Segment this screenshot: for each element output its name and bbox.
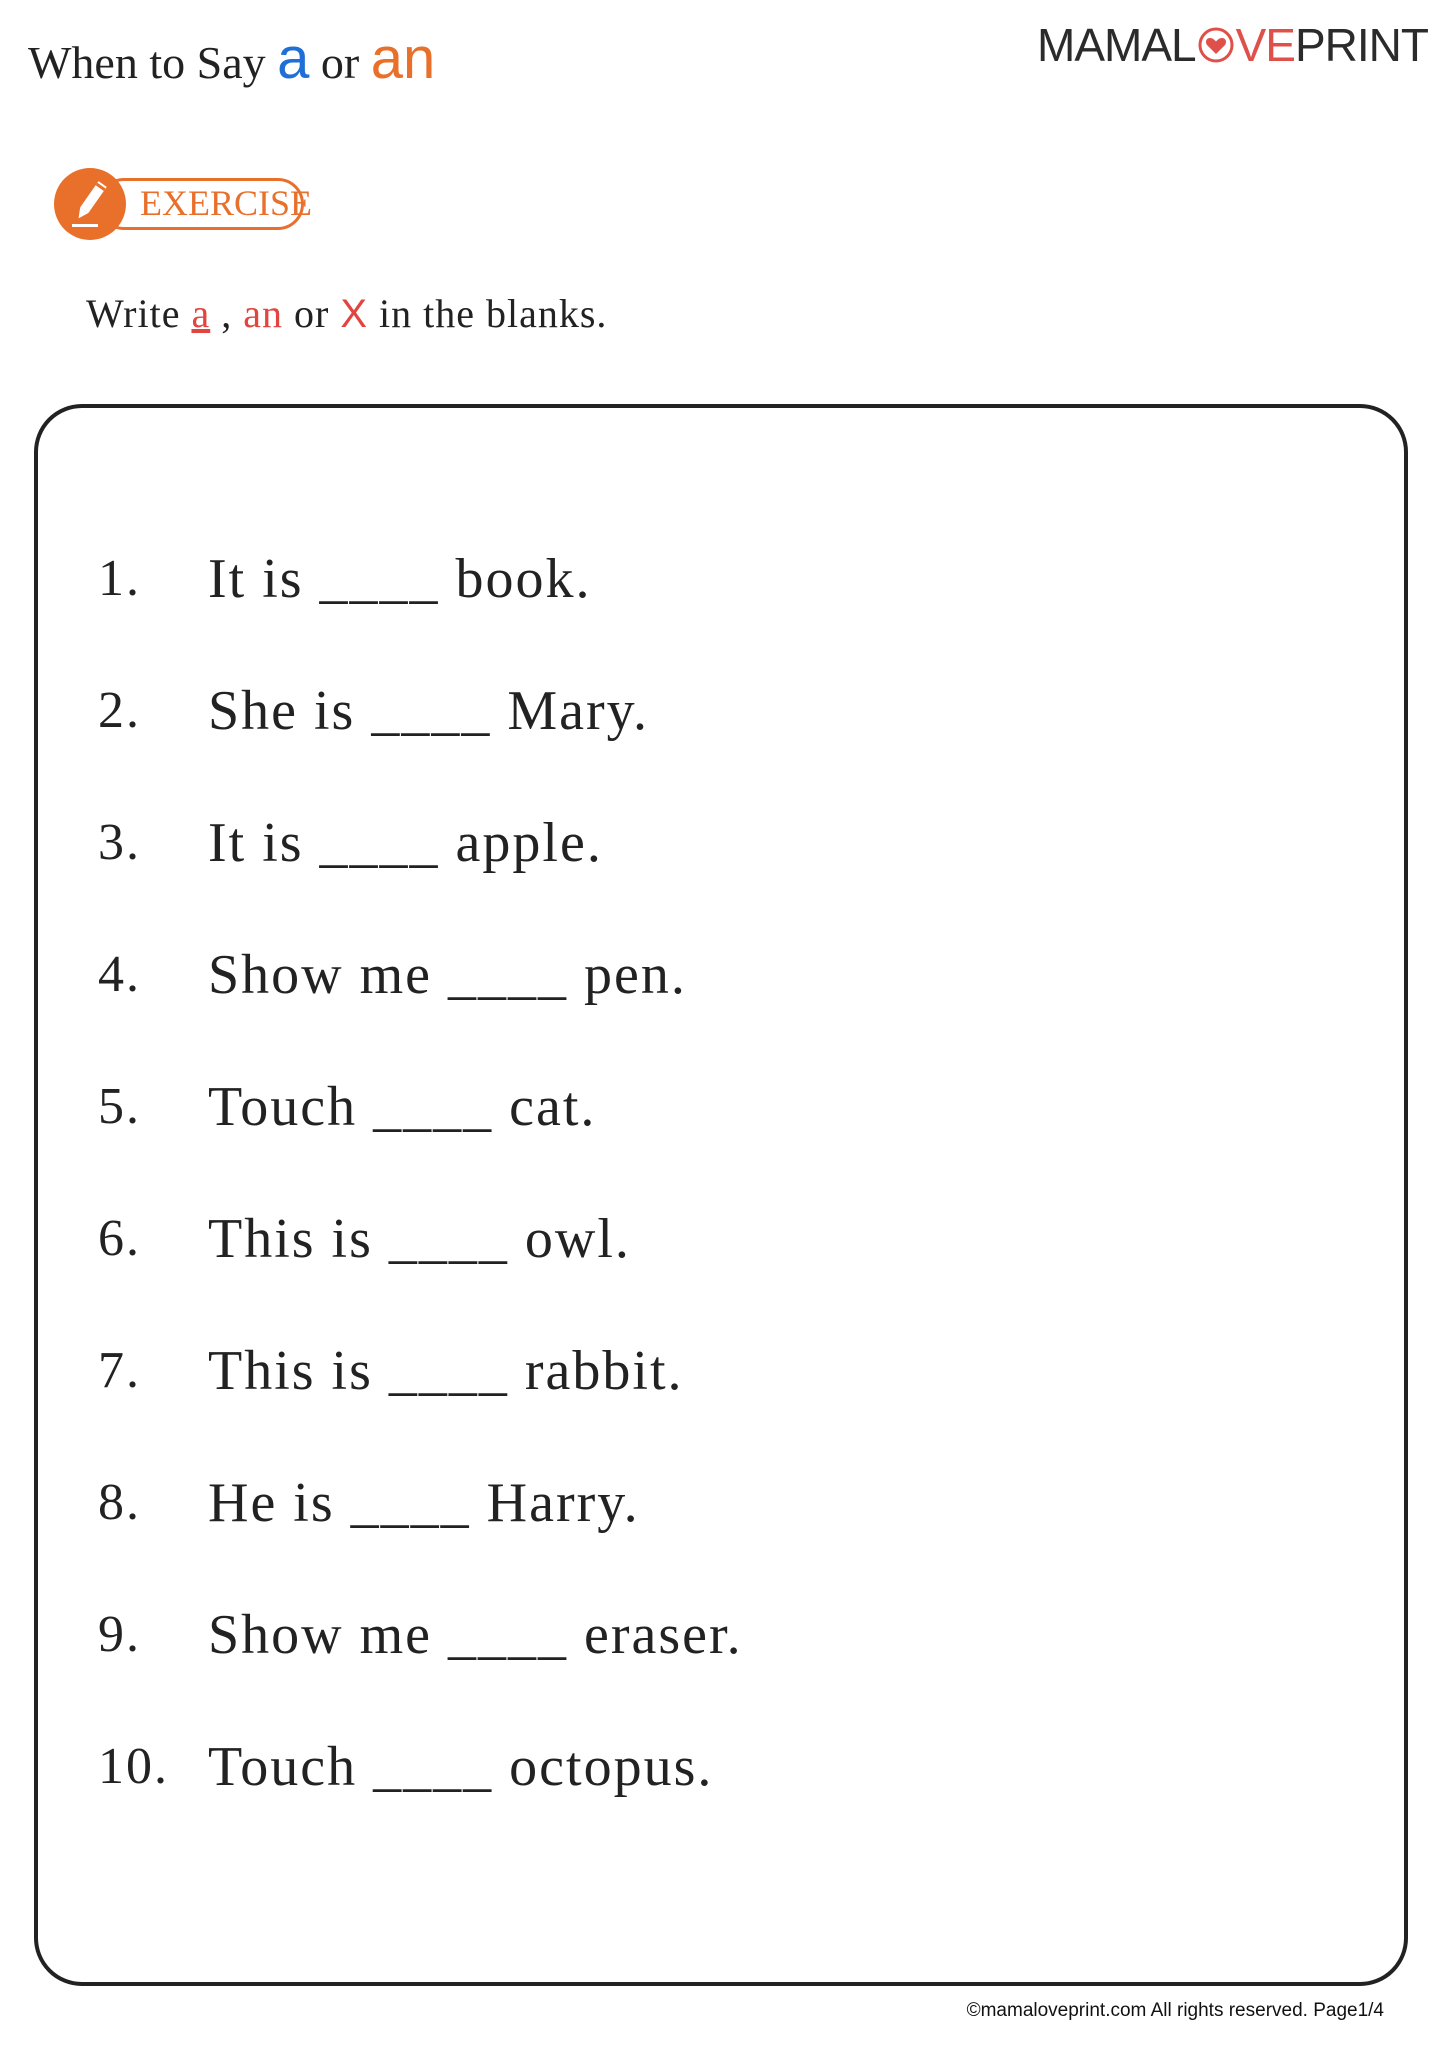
question-sentence: This is ____ owl. — [208, 1208, 631, 1270]
exercise-badge — [54, 168, 324, 240]
question-number: 4. — [98, 946, 141, 1003]
title-or: or — [320, 37, 360, 88]
instruction-option-a: a — [191, 291, 211, 336]
instruction-comma: , — [221, 291, 233, 336]
question-sentence: Show me ____ pen. — [208, 944, 687, 1006]
heart-icon — [1198, 27, 1234, 63]
question-sentence: She is ____ Mary. — [208, 680, 650, 742]
instruction-text — [86, 290, 607, 337]
instruction-write: Write — [86, 291, 181, 336]
title-prefix: When to Say — [28, 37, 266, 88]
title-a: a — [277, 26, 310, 91]
exercise-label: EXERCISE — [140, 183, 313, 223]
brand-logo — [1037, 18, 1428, 72]
logo-text-part1: MAMAL — [1037, 19, 1196, 71]
question-number: 2. — [98, 682, 141, 739]
question-sentence: Touch ____ octopus. — [208, 1736, 714, 1798]
title-an: an — [370, 26, 436, 91]
copyright-footer: ©mamaloveprint.com All rights reserved. Page1/4 — [966, 2000, 1384, 2021]
question-sentence: It is ____ apple. — [208, 812, 603, 874]
instruction-option-an: an — [243, 291, 283, 336]
question-number: 1. — [98, 550, 141, 607]
pencil-icon — [54, 168, 126, 240]
question-number: 3. — [98, 814, 141, 871]
instruction-option-x: X — [340, 292, 368, 336]
instruction-or: or — [293, 291, 330, 336]
question-number: 5. — [98, 1078, 141, 1135]
page-title — [28, 26, 436, 91]
question-sentence: Touch ____ cat. — [208, 1076, 597, 1138]
instruction-rest: in the blanks. — [379, 291, 608, 336]
exercise-box — [34, 404, 1408, 1986]
logo-text-part2: VE — [1235, 19, 1295, 71]
question-number: 9. — [98, 1606, 141, 1663]
question-number: 10. — [98, 1738, 169, 1795]
question-sentence: It is ____ book. — [208, 548, 592, 610]
logo-text-part3: PRINT — [1295, 19, 1428, 71]
question-sentence: Show me ____ eraser. — [208, 1604, 743, 1666]
question-sentence: This is ____ rabbit. — [208, 1340, 684, 1402]
question-sentence: He is ____ Harry. — [208, 1472, 640, 1534]
question-number: 6. — [98, 1210, 141, 1267]
question-number: 7. — [98, 1342, 141, 1399]
question-number: 8. — [98, 1474, 141, 1531]
